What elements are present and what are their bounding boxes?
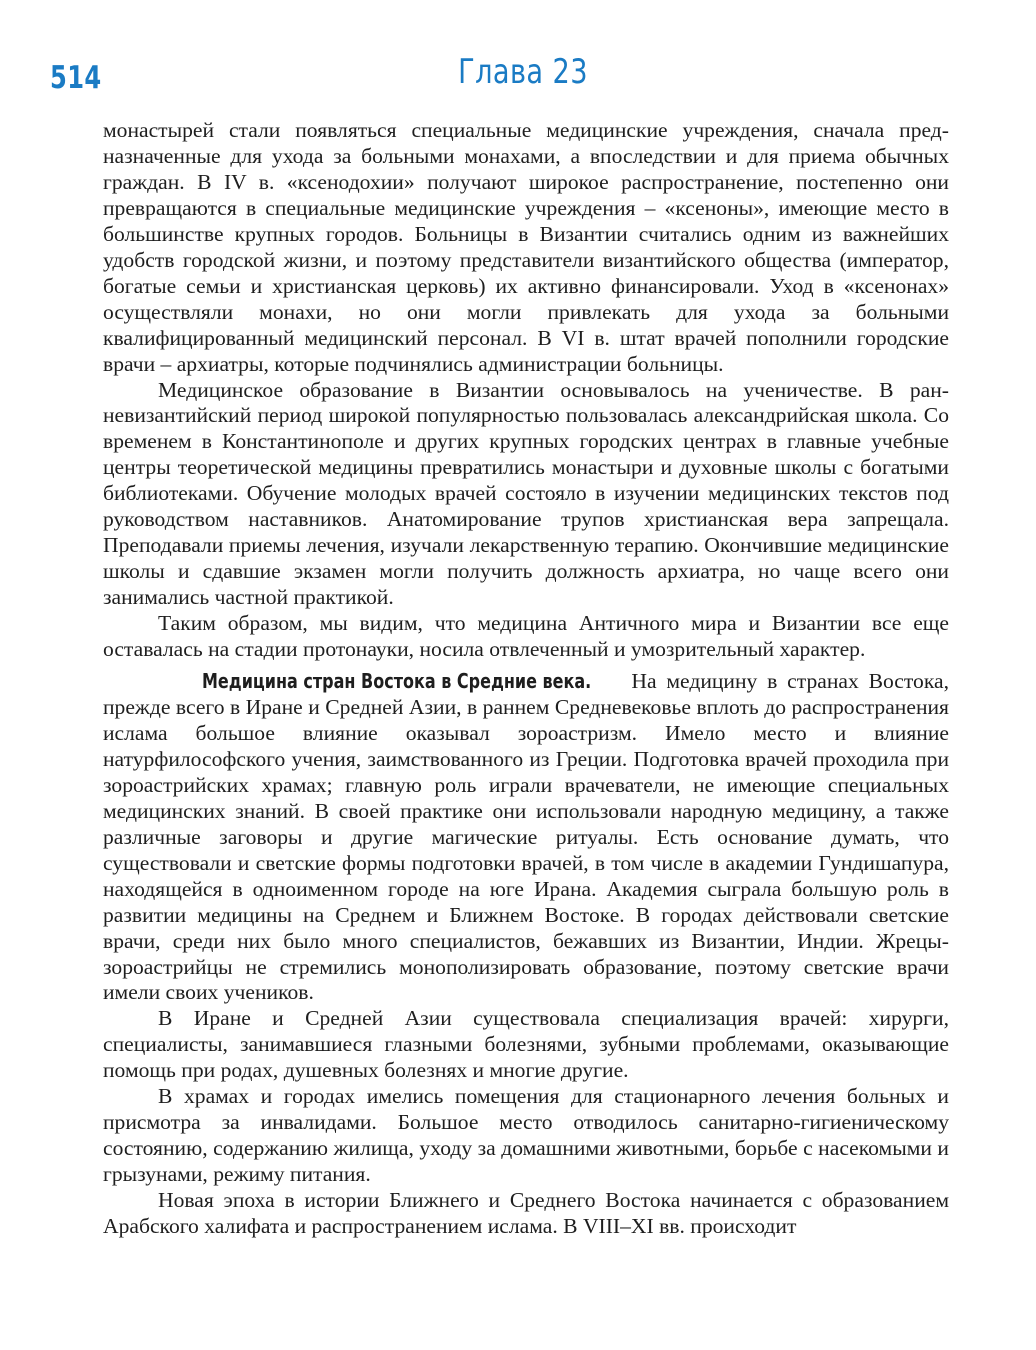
paragraph: монастырей стали появляться специальные медицинские учреждения, сначала предназначенные для ухода за больными монахами, а впоследствии и для приема обычных граждан. В IV в. «ксенодохии» получают широкое распространение, постепенно они превращаются в специальные медицинские учреждения – «ксеноны», имеющие место в большинстве крупных городов. Больницы в Византии считались одним из важнейших удобств городской жизни, и поэтому представители византийского общества (император, богатые семьи и христианская церковь) их активно финансировали. Уход в «ксенонах» осуществляли монахи, но они могли привлекать для ухода за больными квалифицированный медицинский персонал. В VI в. штат врачей пополнили городские врачи – архиатры, которые подчинялись администрации больницы. xyxy=(103,118,949,376)
paragraph: В храмах и городах имелись помещения для стационарного лечения больных и присмотра за инвалидами. Большое место отводилось санитарно-гигиеническому состоянию, содержанию жилища, уходу за домашними животными, борьбе с насекомыми и грызунами, режиму питания. xyxy=(103,1084,949,1187)
paragraph: В Иране и Средней Азии существовала специализация врачей: хирурги, специалисты, занимавшиеся глазными болезнями, зубными проблемами, оказывающие помощь при родах, душевных болезнях и многие другие. xyxy=(103,1006,949,1083)
page-number: 514 xyxy=(50,60,102,96)
paragraph: Медицинское образование в Византии основывалось на ученичестве. В ранневизантийский период широкой популярностью пользовалась александрийская школа. Со временем в Константинополе и других крупных городских центрах в главные учебные центры теоретической медицины превратились монастыри и духовные школы с богатыми библиотеками. Обучение молодых врачей состояло в изучении медицинских текстов под руководством наставников. Анатомирование трупов христианская вера запрещала. Преподавали приемы лечения, изучали лекарственную терапию. Окончившие медицинские школы и сдавшие экзамен могли получить должность архиатра, но чаще всего они занимались частной практикой. xyxy=(103,377,949,610)
body-text xyxy=(103,118,949,1240)
paragraph: Таким образом, мы видим, что медицина Античного мира и Византии все еще оставалась на стадии протонауки, носила отвлеченный и умозрительный характер. xyxy=(103,611,949,662)
section-heading: Медицина стран Востока в Средние века. xyxy=(202,669,592,694)
paragraph-text: На медицину в странах Востока, прежде всего в Иране и Средней Азии, в раннем Средневековье вплоть до распространения ислама большое влияние оказывал зороастризм. Имело место и влияние натурфилософского учения, заимствованного из Греции. Подготовка врачей проходила при зороастрийских храмах; главную роль играли врачеватели, не имеющие специальных медицинских знаний. В своей практике они использовали народную медицину, а также различные заговоры и другие магические ритуалы. Есть основание думать, что существовали и светские формы подготовки врачей, в том числе в академии Гундишапура, находящейся в одноименном городе на юге Ирана. Академия сыграла большую роль в развитии медицины на Среднем и Ближнем Востоке. В городах действовали светские врачи, среди них было много специалистов, бежавших из Византии, Индии. Жрецы-зороастрийцы не стремились монополизировать образование, поэтому светские врачи имели своих учеников. xyxy=(103,669,949,1005)
section-paragraph xyxy=(103,669,949,1006)
chapter-title: Глава 23 xyxy=(458,52,588,92)
paragraph: Новая эпоха в истории Ближнего и Среднего Востока начинается с образованием Арабского халифата и распространением ислама. В VIII–XI вв. происходит xyxy=(103,1188,949,1239)
